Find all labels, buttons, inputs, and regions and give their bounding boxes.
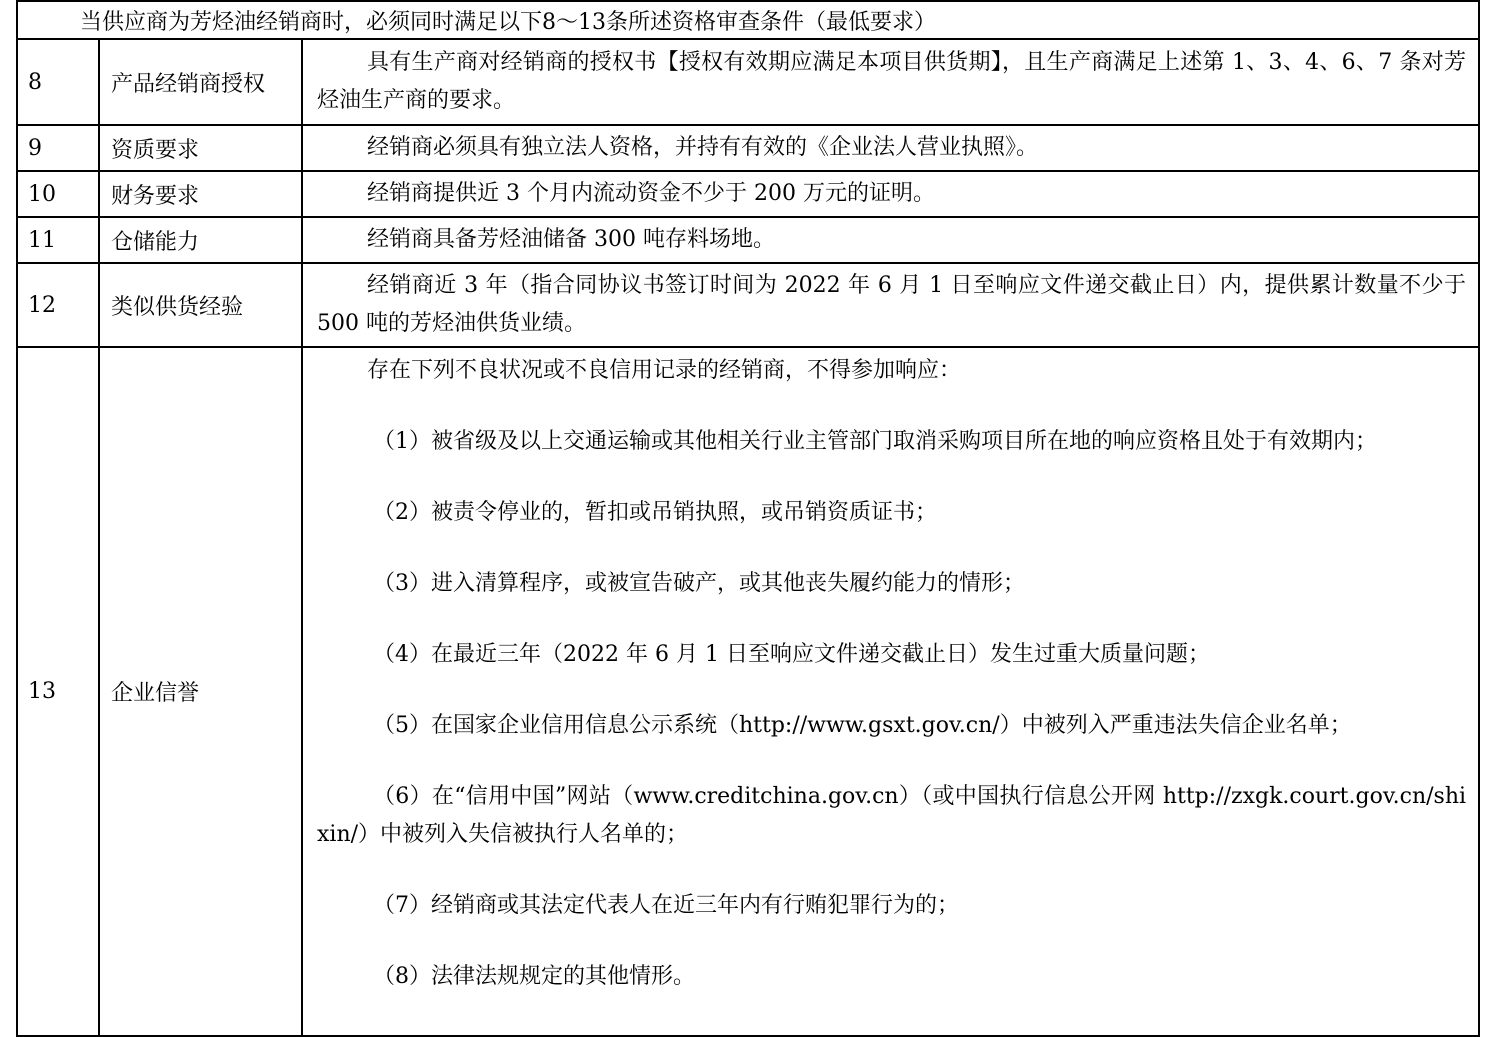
table-row	[17, 39, 1479, 125]
credit-item-6: （6）在“信用中国”网站（www.creditchina.gov.cn）（或中国执行信息公开网 http://zxgk.court.gov.cn/shixin/）中被列入失信被执行人名单的；	[317, 784, 1467, 847]
table-row	[17, 217, 1479, 263]
row-number: 13	[17, 347, 99, 1036]
table-row	[17, 171, 1479, 217]
row-number: 9	[17, 125, 99, 171]
credit-item-5: （5）在国家企业信用信息公示系统（http://www.gsxt.gov.cn/）中被列入严重违法失信企业名单；	[373, 713, 1352, 738]
row-title: 财务要求	[99, 171, 302, 217]
credit-item-8: （8）法律法规规定的其他情形。	[373, 964, 695, 989]
row-content: 经销商提供近 3 个月内流动资金不少于 200 万元的证明。	[302, 171, 1479, 217]
row-content: 具有生产商对经销商的授权书【授权有效期应满足本项目供货期】，且生产商满足上述第 1、3、4、6、7 条对芳烃油生产商的要求。	[302, 39, 1479, 125]
row-number: 10	[17, 171, 99, 217]
table-row	[17, 125, 1479, 171]
credit-item-1: （1）被省级及以上交通运输或其他相关行业主管部门取消采购项目所在地的响应资格且处于有效期内；	[373, 429, 1378, 454]
row-content: 经销商近 3 年（指合同协议书签订时间为 2022 年 6 月 1 日至响应文件递交截止日）内，提供累计数量不少于 500 吨的芳烃油供货业绩。	[302, 263, 1479, 347]
qualification-table	[16, 0, 1480, 1037]
credit-item-2: （2）被责令停业的，暂扣或吊销执照，或吊销资质证书；	[373, 500, 937, 525]
row-title: 资质要求	[99, 125, 302, 171]
row-number: 8	[17, 39, 99, 125]
table-row	[17, 263, 1479, 347]
table-row	[17, 347, 1479, 1036]
row-number: 12	[17, 263, 99, 347]
row-content: 经销商必须具有独立法人资格，并持有有效的《企业法人营业执照》。	[302, 125, 1479, 171]
row-title: 类似供货经验	[99, 263, 302, 347]
row-title: 产品经销商授权	[99, 39, 302, 125]
table-header-text: 当供应商为芳烃油经销商时，必须同时满足以下8～13条所述资格审查条件（最低要求）	[17, 1, 1479, 39]
row-content	[302, 347, 1479, 1036]
credit-item-3: （3）进入清算程序，或被宣告破产，或其他丧失履约能力的情形；	[373, 571, 1025, 596]
row-title: 企业信誉	[99, 347, 302, 1036]
row-number: 11	[17, 217, 99, 263]
credit-item-7: （7）经销商或其法定代表人在近三年内有行贿犯罪行为的；	[373, 893, 959, 918]
credit-intro: 存在下列不良状况或不良信用记录的经销商，不得参加响应：	[367, 358, 962, 383]
table-header-row	[17, 1, 1479, 39]
credit-item-4: （4）在最近三年（2022 年 6 月 1 日至响应文件递交截止日）发生过重大质量问题；	[373, 642, 1210, 667]
qualification-table-document	[16, 0, 1478, 1037]
row-content: 经销商具备芳烃油储备 300 吨存料场地。	[302, 217, 1479, 263]
row-title: 仓储能力	[99, 217, 302, 263]
